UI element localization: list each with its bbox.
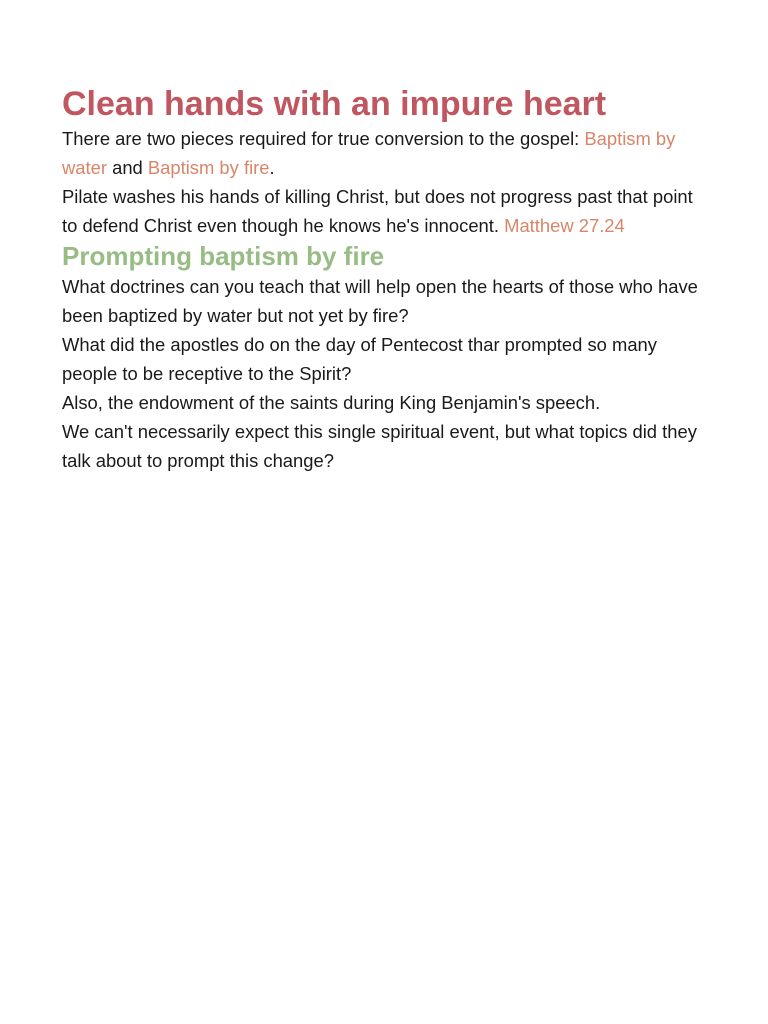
king-benjamin-paragraph: Also, the endowment of the saints during King Benjamin's speech. bbox=[62, 392, 601, 413]
pentecost-paragraph: What did the apostles do on the day of Pentecost thar prompted so many people to be receptive to the Spirit? bbox=[62, 334, 657, 384]
intro-text-middle: and bbox=[106, 157, 148, 178]
pilate-paragraph bbox=[62, 182, 706, 240]
matthew-reference-link[interactable]: Matthew 27.24 bbox=[504, 215, 625, 236]
doctrines-paragraph: What doctrines can you teach that will help open the hearts of those who have been baptized by water but not yet by fire? bbox=[62, 276, 698, 326]
section-heading: Prompting baptism by fire bbox=[62, 241, 385, 271]
page-title: Clean hands with an impure heart bbox=[62, 85, 607, 123]
baptism-by-fire-link[interactable]: Baptism by fire bbox=[147, 157, 270, 178]
baptism-by-water-link[interactable]: Baptism by water bbox=[62, 128, 676, 178]
intro-paragraph bbox=[62, 124, 706, 182]
intro-text-before: There are two pieces required for true conversion to the gospel: bbox=[62, 128, 585, 149]
intro-text-after: . bbox=[269, 157, 275, 178]
topics-paragraph: We can't necessarily expect this single spiritual event, but what topics did they talk about to prompt this change? bbox=[62, 421, 697, 471]
pilate-text: Pilate washes his hands of killing Christ, but does not progress past that point to defend Christ even though he knows he's innocent. bbox=[62, 186, 693, 236]
